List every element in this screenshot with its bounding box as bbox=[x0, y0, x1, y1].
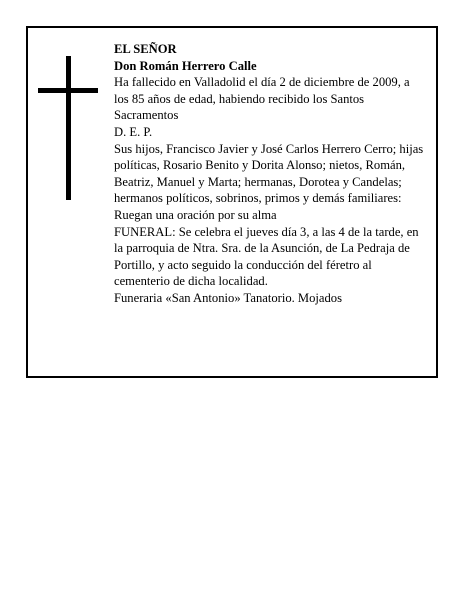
cross-icon bbox=[38, 56, 98, 200]
deceased-name: Don Román Herrero Calle bbox=[114, 58, 257, 73]
obituary-notice bbox=[26, 26, 438, 378]
family-list: Sus hijos, Francisco Javier y José Carlos Herrero Cerro; hijas políticas, Rosario Benito y Dorita Alonso; nietos, Román, Beatriz, Manuel y Marta; hermanas, Dorotea y Candelas; hermanos políticos, sobrinos, primos y demás familiares: bbox=[114, 141, 424, 206]
funeral-details: FUNERAL: Se celebra el jueves día 3, a las 4 de la tarde, en la parroquia de Ntra. Sra. de la Asunción, de La Pedraja de Portillo, y acto seguido la conducción del féretro al cementerio de dicha localidad. bbox=[114, 224, 419, 289]
prayer-request: Ruegan una oración por su alma bbox=[114, 207, 277, 222]
death-info: Ha fallecido en Valladolid el día 2 de diciembre de 2009, a los 85 años de edad, habiendo recibido los Santos Sacramentos bbox=[114, 75, 410, 123]
notice-text bbox=[114, 41, 426, 307]
cross-horizontal-bar bbox=[38, 88, 98, 93]
cross-vertical-bar bbox=[66, 56, 71, 200]
funeral-home: Funeraria «San Antonio» Tanatorio. Mojados bbox=[114, 290, 342, 305]
notice-heading: EL SEÑOR bbox=[114, 42, 177, 56]
dep-text: D. E. P. bbox=[114, 124, 153, 139]
